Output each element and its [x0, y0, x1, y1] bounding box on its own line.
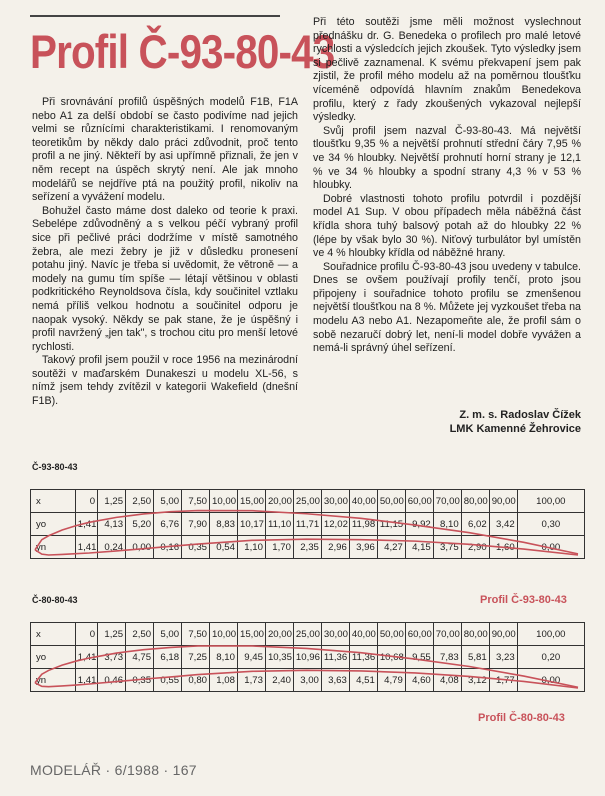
table-cell: 6,76	[154, 513, 182, 536]
paragraph: Bohužel často máme dost daleko od teorie k praxi. Sebelépe zdůvodněný a s velkou péčí vybraný profil sice při pečlivé práci dodržíme v místě samotného žebra, ale mezi žebry je již v důsledku pronesení potahu jiný. Navíc je třeba si uvědomit, že větroně — a modely na gumu tím spíše — létají většinou v oblasti podkritického Reynoldsova čísla, kdy součinitel vztlaku nemá příliš velkou hodnotu a součinitel odporu je naopak vysoký. Někdy se pak stane, že je úspěšný i profil navržený „jen tak", s trochou citu pro menší letové rychlosti.	[32, 204, 298, 353]
table-row-x	[31, 490, 585, 513]
table-row-yn	[31, 536, 585, 559]
table-cell: 9,92	[405, 513, 433, 536]
table-cell: 30,00	[321, 490, 349, 513]
table-cell: 90,00	[489, 490, 517, 513]
paragraph: Při srovnávání profilů úspěšných modelů F1B, F1A nebo A1 za delší období se často podivíme nad jejich velmi se různícími charakteristikami. I renomovaným teoretikům by někdy dalo práci zdůvodnit, proč tento profil a ne jiný. Někteří by asi upřímně přiznali, že jen v něm recept na úspěch skrytý není. Ale jak mnoho modelářů se nejdříve ptá na použitý profil, nikoliv na seřízení a vyvážení modelu.	[32, 96, 298, 204]
table-cell: 4,13	[98, 513, 126, 536]
table-cell: 1,70	[265, 536, 293, 559]
table-cell: 12,02	[321, 513, 349, 536]
table-cell: 5,81	[461, 646, 489, 669]
table-row-x	[31, 623, 585, 646]
author-club: LMK Kamenné Žehrovice	[449, 423, 581, 435]
table-cell: 0,55	[154, 669, 182, 692]
table-cell: 15,00	[237, 490, 265, 513]
profile-table-c-93-80-43	[30, 489, 585, 559]
right-column	[313, 16, 581, 356]
table-cell: 10,17	[237, 513, 265, 536]
table-cell: 2,50	[126, 490, 154, 513]
table-cell: 11,10	[265, 513, 293, 536]
table-cell: 80,00	[461, 623, 489, 646]
table-cell: 100,00	[517, 623, 584, 646]
table-cell: 1,41	[75, 536, 97, 559]
table-cell: 8,10	[210, 646, 238, 669]
paragraph: Souřadnice profilu Č-93-80-43 jsou uvedeny v tabulce. Dnes se ovšem používají profily tenčí, proto jsou připojeny i souřadnice tohoto profilu se zmenšenou největší tloušťkou na 8 %. Můžete jej vyzkoušet třeba na modelu A3 nebo A1. Nezapomeňte ale, že profil sám o sobě nezaručí dobrý let, není-li model dobře vyvážen a nemá-li správný úhel seřízení.	[313, 260, 581, 355]
table1-footer-right: Profil Č-93-80-43	[480, 594, 567, 606]
row-label: yn	[31, 669, 76, 692]
table-cell: 70,00	[433, 623, 461, 646]
table-cell: 0,16	[154, 536, 182, 559]
table-cell: 3,63	[321, 669, 349, 692]
table-cell: 80,00	[461, 490, 489, 513]
table-cell: 40,00	[349, 490, 377, 513]
paragraph: Svůj profil jsem nazval Č-93-80-43. Má největší tloušťku 9,35 % a největší prohnutí střední čáry 7,95 % ve 34 % hloubky. Největší prohnutí horní strany je 12,1 % ve 34 % hloubky a spodní strany 4,3 % v 53 % hloubky.	[313, 124, 581, 192]
table-cell: 3,42	[489, 513, 517, 536]
paragraph: Při této soutěži jsme měli možnost vyslechnout přednášku dr. G. Benedeka o profilech pro malé letové rychlosti a výsledcích jejich zkoušek. Tyto výsledky jsem si pečlivě zaznamenal. K svému překvapení jsem pak zjistil, že profil mého modelu až na poměrnou tloušťku víceméně odpovídá hlavním znakům Benedekova profilu, který z řady zkoušených vykazoval nejlepší výsledky.	[313, 16, 581, 124]
table-cell: 11,98	[349, 513, 377, 536]
table-cell: 5,00	[154, 623, 182, 646]
table-cell: 0,54	[210, 536, 238, 559]
table-cell: 10,00	[210, 623, 238, 646]
table-cell: 1,73	[237, 669, 265, 692]
table-cell: 1,41	[75, 669, 97, 692]
table-cell: 9,55	[405, 646, 433, 669]
table-cell: 1,41	[75, 646, 97, 669]
table-cell: 7,90	[182, 513, 210, 536]
table-cell: 0	[75, 490, 97, 513]
table-cell: 25,00	[293, 490, 321, 513]
table-row-yo	[31, 646, 585, 669]
article-title: Profil Č-93-80-43	[30, 25, 335, 78]
table-cell: 1,25	[98, 490, 126, 513]
table-cell: 90,00	[489, 623, 517, 646]
table-cell: 2,50	[126, 623, 154, 646]
table-cell: 11,71	[293, 513, 321, 536]
table-cell: 11,36	[321, 646, 349, 669]
table-cell: 0	[75, 623, 97, 646]
table-cell: 50,00	[377, 490, 405, 513]
row-label: x	[31, 490, 76, 513]
table-cell: 6,02	[461, 513, 489, 536]
table-cell: 1,10	[237, 536, 265, 559]
table-cell: 10,00	[210, 490, 238, 513]
table1-caption: Č-93-80-43	[32, 462, 78, 472]
table-row-yn	[31, 669, 585, 692]
table-cell: 30,00	[321, 623, 349, 646]
table-cell: 11,15	[377, 513, 405, 536]
table-cell: 4,15	[405, 536, 433, 559]
table-cell: 10,68	[377, 646, 405, 669]
table-cell: 3,12	[461, 669, 489, 692]
table-cell: 3,96	[349, 536, 377, 559]
table-cell: 15,00	[237, 623, 265, 646]
table-cell: 2,35	[293, 536, 321, 559]
paragraph: Dobré vlastnosti tohoto profilu potvrdil i pozdější model A1 Sup. V obou případech měla náběžná část křídla shora tuhý balsový potah až do hloubky 22 % (lépe by však bylo 30 %). Niťový turbulátor byl umístěn ve 4 % hloubky křídla od náběžné hrany.	[313, 192, 581, 260]
table-cell: 10,96	[293, 646, 321, 669]
table-cell: 0,00	[517, 669, 584, 692]
table-cell: 40,00	[349, 623, 377, 646]
page-footer: MODELÁŘ · 6/1988 · 167	[30, 762, 197, 778]
table-cell: 0,46	[98, 669, 126, 692]
table2-footer-right: Profil Č-80-80-43	[478, 712, 565, 724]
row-label: yn	[31, 536, 76, 559]
table-cell: 11,36	[349, 646, 377, 669]
table-cell: 70,00	[433, 490, 461, 513]
table-cell: 2,90	[461, 536, 489, 559]
table-cell: 0,20	[517, 646, 584, 669]
row-label: yo	[31, 513, 76, 536]
table-cell: 20,00	[265, 623, 293, 646]
table-row-yo	[31, 513, 585, 536]
left-column	[32, 96, 298, 409]
header-rule	[30, 15, 280, 17]
table-cell: 4,51	[349, 669, 377, 692]
table1-footer-left: Č-80-80-43	[32, 595, 78, 605]
table-cell: 1,77	[489, 669, 517, 692]
table-cell: 4,27	[377, 536, 405, 559]
table-cell: 25,00	[293, 623, 321, 646]
table-cell: 20,00	[265, 490, 293, 513]
table-cell: 0,80	[182, 669, 210, 692]
table-cell: 7,25	[182, 646, 210, 669]
table-cell: 60,00	[405, 490, 433, 513]
table-cell: 5,00	[154, 490, 182, 513]
table-cell: 8,83	[210, 513, 238, 536]
table-cell: 0,35	[126, 669, 154, 692]
table-cell: 7,83	[433, 646, 461, 669]
table-cell: 0,30	[517, 513, 584, 536]
table-cell: 0,24	[98, 536, 126, 559]
table-cell: 2,40	[265, 669, 293, 692]
table-cell: 8,10	[433, 513, 461, 536]
table-cell: 1,60	[489, 536, 517, 559]
table-cell: 3,75	[433, 536, 461, 559]
author-name: Z. m. s. Radoslav Čížek	[459, 409, 581, 421]
table-cell: 0,00	[517, 536, 584, 559]
table-cell: 10,35	[265, 646, 293, 669]
table-cell: 7,50	[182, 623, 210, 646]
table-cell: 7,50	[182, 490, 210, 513]
table-cell: 60,00	[405, 623, 433, 646]
table-cell: 0,00	[126, 536, 154, 559]
profile-table-c-80-80-43	[30, 622, 585, 692]
paragraph: Takový profil jsem použil v roce 1956 na mezinárodní soutěži v maďarském Dunakeszi u modelu XL-56, s nímž jsem tehdy zvítězil v kategorii Wakefield (dnešní F1B).	[32, 354, 298, 408]
table-cell: 0,35	[182, 536, 210, 559]
table-cell: 1,25	[98, 623, 126, 646]
table-cell: 5,20	[126, 513, 154, 536]
table-cell: 4,79	[377, 669, 405, 692]
table-cell: 1,08	[210, 669, 238, 692]
table-cell: 2,96	[321, 536, 349, 559]
row-label: yo	[31, 646, 76, 669]
table-cell: 1,41	[75, 513, 97, 536]
table-cell: 3,00	[293, 669, 321, 692]
table-cell: 3,73	[98, 646, 126, 669]
table-cell: 4,60	[405, 669, 433, 692]
table-cell: 4,75	[126, 646, 154, 669]
row-label: x	[31, 623, 76, 646]
table-cell: 50,00	[377, 623, 405, 646]
table-cell: 3,23	[489, 646, 517, 669]
table-cell: 4,08	[433, 669, 461, 692]
table-cell: 6,18	[154, 646, 182, 669]
table-cell: 9,45	[237, 646, 265, 669]
table-cell: 100,00	[517, 490, 584, 513]
